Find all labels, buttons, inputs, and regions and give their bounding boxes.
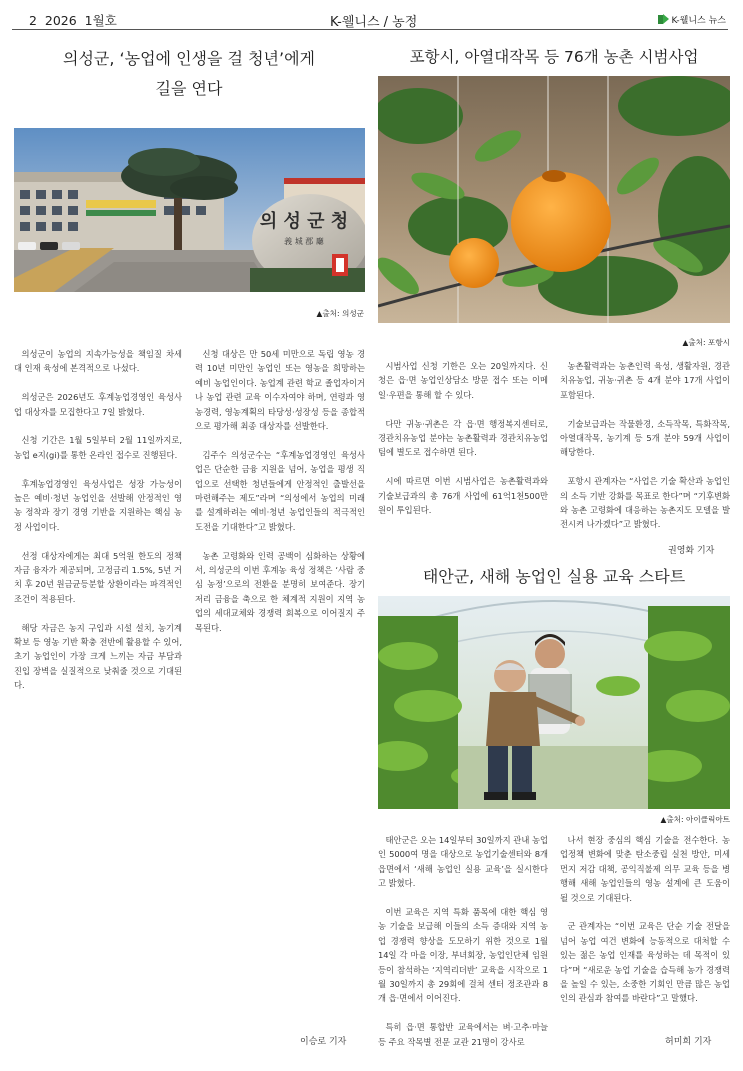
article1-photo-credit: ▲출처: 의성군 (316, 309, 364, 318)
page-header (12, 10, 728, 30)
greenhouse-farmers-illustration (378, 596, 730, 809)
article3-photo (378, 596, 730, 809)
section-title: K-웰니스 / 농정 (330, 15, 418, 30)
paragraph: 신청 대상은 만 50세 미만으로 독립 영농 경력 10년 미만인 농업인 또는 영농을 희망하는 예비 농업인이다. 농업계 관련 학교 졸업자이거나 농업 관련 교육 이수자여야 하며, 연령과 영농경력, 영농계획의 타당성·성장성 등을 종합적으로 평가해 최종 대상자를 선발한다. (195, 349, 365, 432)
sign-subtext: 義 城 郡 廳 (284, 237, 324, 246)
article3-column-1 (378, 833, 548, 1063)
paragraph: 다만 귀농·귀촌은 각 읍·면 행정복지센터로, 경관치유농업 분야는 농촌활력과 경관치유농업팀에 별도로 접수하면 된다. (378, 418, 548, 458)
paragraph: 특히 읍·면 통합반 교육에서는 벼·고추·마늘 등 주요 작목별 전문 교관 21명이 강사로 (378, 1022, 548, 1047)
paragraph: 의성군이 농업의 지속가능성을 책임질 차세대 인재 육성에 본격적으로 나섰다. (14, 349, 182, 374)
paragraph: 나서 현장 중심의 핵심 기술을 전수한다. 농업정책 변화에 맞춘 탄소중립 실천 방안, 미세먼지 저감 대책, 공익직불제 의무 교육 등을 병행해 새해 농업인들의 영농 설계에 큰 도움이 될 것으로 기대된다. (560, 835, 730, 903)
article1-headline (14, 44, 364, 104)
brand-mark-icon (658, 14, 669, 25)
paragraph: 시범사업 신청 기한은 오는 20일까지다. 신청은 읍·면 농업인상담소 방문 접수 또는 이메일·우편을 통해 할 수 있다. (378, 361, 548, 400)
paragraph: 신청 기간은 1월 5일부터 2월 11일까지로, 농업 e지(gi)를 통한 온라인 접수로 진행된다. (14, 435, 182, 460)
article3-column-2 (560, 833, 730, 1020)
article3-byline: 허미희 기자 (665, 1037, 712, 1047)
paragraph: 김주수 의성군수는 “후계농업경영인 육성사업은 단순한 금융 지원을 넘어, 농업을 평생 직업으로 선택한 청년들에게 안정적인 출발선을 마련해주는 제도”라며 “의성에서 농업의 미래를 설계하려는 예비·청년 농업인들의 적극적인 도전을 기대한다”고 밝혔다. (195, 449, 365, 532)
article1-byline: 이승로 기자 (300, 1037, 347, 1047)
article3-photo-credit: ▲출처: 아이클릭아트 (660, 815, 730, 824)
paragraph: 포항시 관계자는 “사업은 기술 확산과 농업인의 소득 기반 강화를 목표로 한다”며 “기후변화와 농촌 고령화에 대응하는 농촌지도 모델을 발전시켜 나가겠다”고 밝혔다. (560, 476, 730, 530)
article2-headline: 포항시, 아열대작목 등 76개 농촌 시범사업 (409, 48, 699, 66)
article2-photo-credit: ▲출처: 포항시 (682, 338, 730, 347)
paragraph: 후계농업경영인 육성사업은 성장 가능성이 높은 예비·청년 농업인을 선발해 안정적인 영농 정착과 장기 경영 기반을 지원하는 핵심 농정 사업이다. (14, 478, 182, 532)
paragraph: 기술보급과는 작물환경, 소득작목, 특화작목, 아열대작목, 농기계 등 5개 분야 59개 사업이 해당한다. (560, 418, 730, 458)
county-office-illustration (14, 128, 365, 292)
article3-headline: 태안군, 새해 농업인 실용 교육 스타트 (422, 567, 686, 586)
brand-name: K-웰니스 뉴스 (671, 16, 726, 26)
header-rule (12, 29, 728, 30)
paragraph: 해당 자금은 농지 구입과 시설 설치, 농기계 확보 등 영농 기반 확충 전반에 활용할 수 있어, 초기 농업인이 가장 크게 느끼는 자금 부담과 진입 장벽을 실질적으로 낮춰줄 것으로 기대된다. (14, 622, 183, 691)
article2-byline: 권영화 기자 (668, 546, 715, 556)
article2-column-1 (378, 359, 548, 532)
paragraph: 군 관계자는 “이번 교육은 단순 기술 전달을 넘어 농업 여건 변화에 능동적으로 대처할 수 있는 젊은 농업 인재를 육성하는 데 목적이 있다”며 “새로운 농업 기술을 습득해 농가 경쟁력을 높일 수 있는, 소중한 기회인 만큼 많은 농업인의 관심과 참여를 바란다”고 말했다. (560, 921, 730, 1004)
article1-column-2 (195, 347, 365, 649)
page-number-issue (29, 11, 117, 29)
article2-photo (378, 76, 730, 323)
article1-photo (14, 128, 365, 292)
paragraph: 의성군은 2026년도 후계농업경영인 육성사업 대상자를 모집한다고 7일 밝혔다. (14, 392, 182, 417)
article1-column-1 (14, 347, 182, 707)
paragraph: 선정 대상자에게는 최대 5억원 한도의 정책자금 융자가 제공되며, 고정금리 1.5%, 5년 거치 후 20년 원금균등분할 상환이라는 파격적인 조건이 적용된다. (14, 550, 183, 604)
article1-headline-line1: 의성군, ‘농업에 인생을 걸 청년’에게 (63, 49, 315, 68)
sign-text: 의 성 군 청 (259, 211, 349, 232)
issue-label: 2026 1월호 (44, 13, 117, 28)
brand-logo (658, 13, 726, 26)
citrus-tree-illustration (378, 76, 730, 323)
paragraph: 태안군은 오는 14일부터 30일까지 관내 농업인 5000여 명을 대상으로 농업기술센터와 8개 읍면에서 ‘새해 농업인 실용 교육’을 실시한다고 밝혔다. (378, 835, 549, 889)
paragraph: 시에 따르면 이번 시범사업은 농촌활력과와 기술보급과의 총 76개 사업에 61억1천500만원이 투입된다. (378, 476, 548, 516)
article1-headline-line2: 길을 연다 (155, 79, 223, 98)
paragraph: 이번 교육은 지역 특화 품목에 대한 핵심 영농 기술을 보급해 이들의 소득 증대와 지역 농업 경쟁력 향상을 도모하기 위한 것으로 1월 14일 각 마을 이장, 부녀회장, 농업인단체 임원 등이 참석하는 ‘지역리더반’ 교육을 시작으로 1월 30일까지 총 29회에 걸쳐 센터 정조관과 8개 읍·면에서 이어진다. (378, 907, 548, 1004)
page-number: 2 (29, 13, 37, 28)
paragraph: 농촌활력과는 농촌인력 육성, 생활자원, 경관치유농업, 귀농·귀촌 등 4개 분야 17개 사업이 포함된다. (560, 361, 730, 400)
paragraph: 농촌 고령화와 인력 공백이 심화하는 상황에서, 의성군의 이번 후계농 육성 정책은 ‘사람 중심 농정’으로의 전환을 분명히 보여준다. 장기저리 금융을 축으로 한 체계적 지원이 지역 농업의 세대교체와 경쟁력 회복으로 이어질지 주목된다. (195, 550, 365, 633)
article2-column-2 (560, 359, 730, 546)
